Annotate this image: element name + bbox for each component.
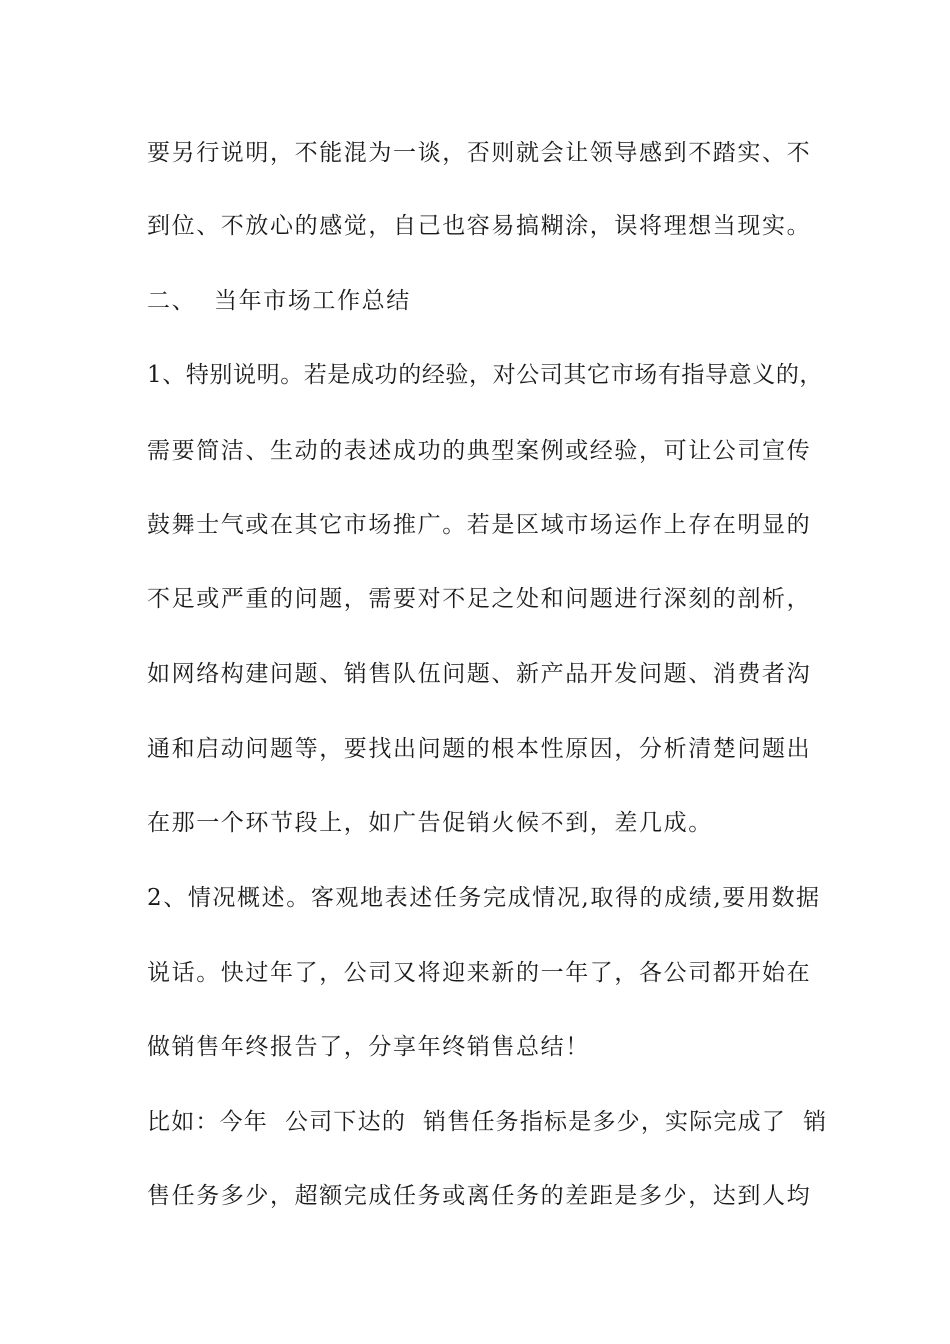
- section-heading: 二、 当年市场工作总结: [147, 288, 411, 314]
- text-line: 说话。快过年了，公司又将迎来新的一年了，各公司都开始在: [147, 960, 812, 986]
- text-line: 不足或严重的问题，需要对不足之处和问题进行深刻的剖析，: [147, 586, 812, 612]
- text-line: 通和启动问题等，要找出问题的根本性原因，分析清楚问题出: [147, 736, 812, 762]
- text-line: 要另行说明，不能混为一谈，否则就会让领导感到不踏实、不: [147, 140, 812, 166]
- text-line: 需要简洁、生动的表述成功的典型案例或经验，可让公司宣传: [147, 438, 812, 464]
- text-line: 在那一个环节段上，如广告促销火候不到，差几成。: [147, 810, 713, 836]
- text-line: 鼓舞士气或在其它市场推广。若是区域市场运作上存在明显的: [147, 512, 812, 538]
- text-line: 售任务多少，超额完成任务或离任务的差距是多少，达到人均: [147, 1183, 812, 1209]
- text-line: 做销售年终报告了，分享年终销售总结！: [147, 1034, 590, 1060]
- text-line: 1、特别说明。若是成功的经验，对公司其它市场有指导意义的，: [147, 362, 824, 388]
- text-line: 比如：今年 公司下达的 销售任务指标是多少，实际完成了 销: [147, 1109, 828, 1135]
- text-line: 2、情况概述。客观地表述任务完成情况,取得的成绩,要用数据: [147, 885, 821, 911]
- text-line: 到位、不放心的感觉，自己也容易搞糊涂，误将理想当现实。: [147, 213, 812, 239]
- text-line: 如网络构建问题、销售队伍问题、新产品开发问题、消费者沟: [147, 661, 812, 687]
